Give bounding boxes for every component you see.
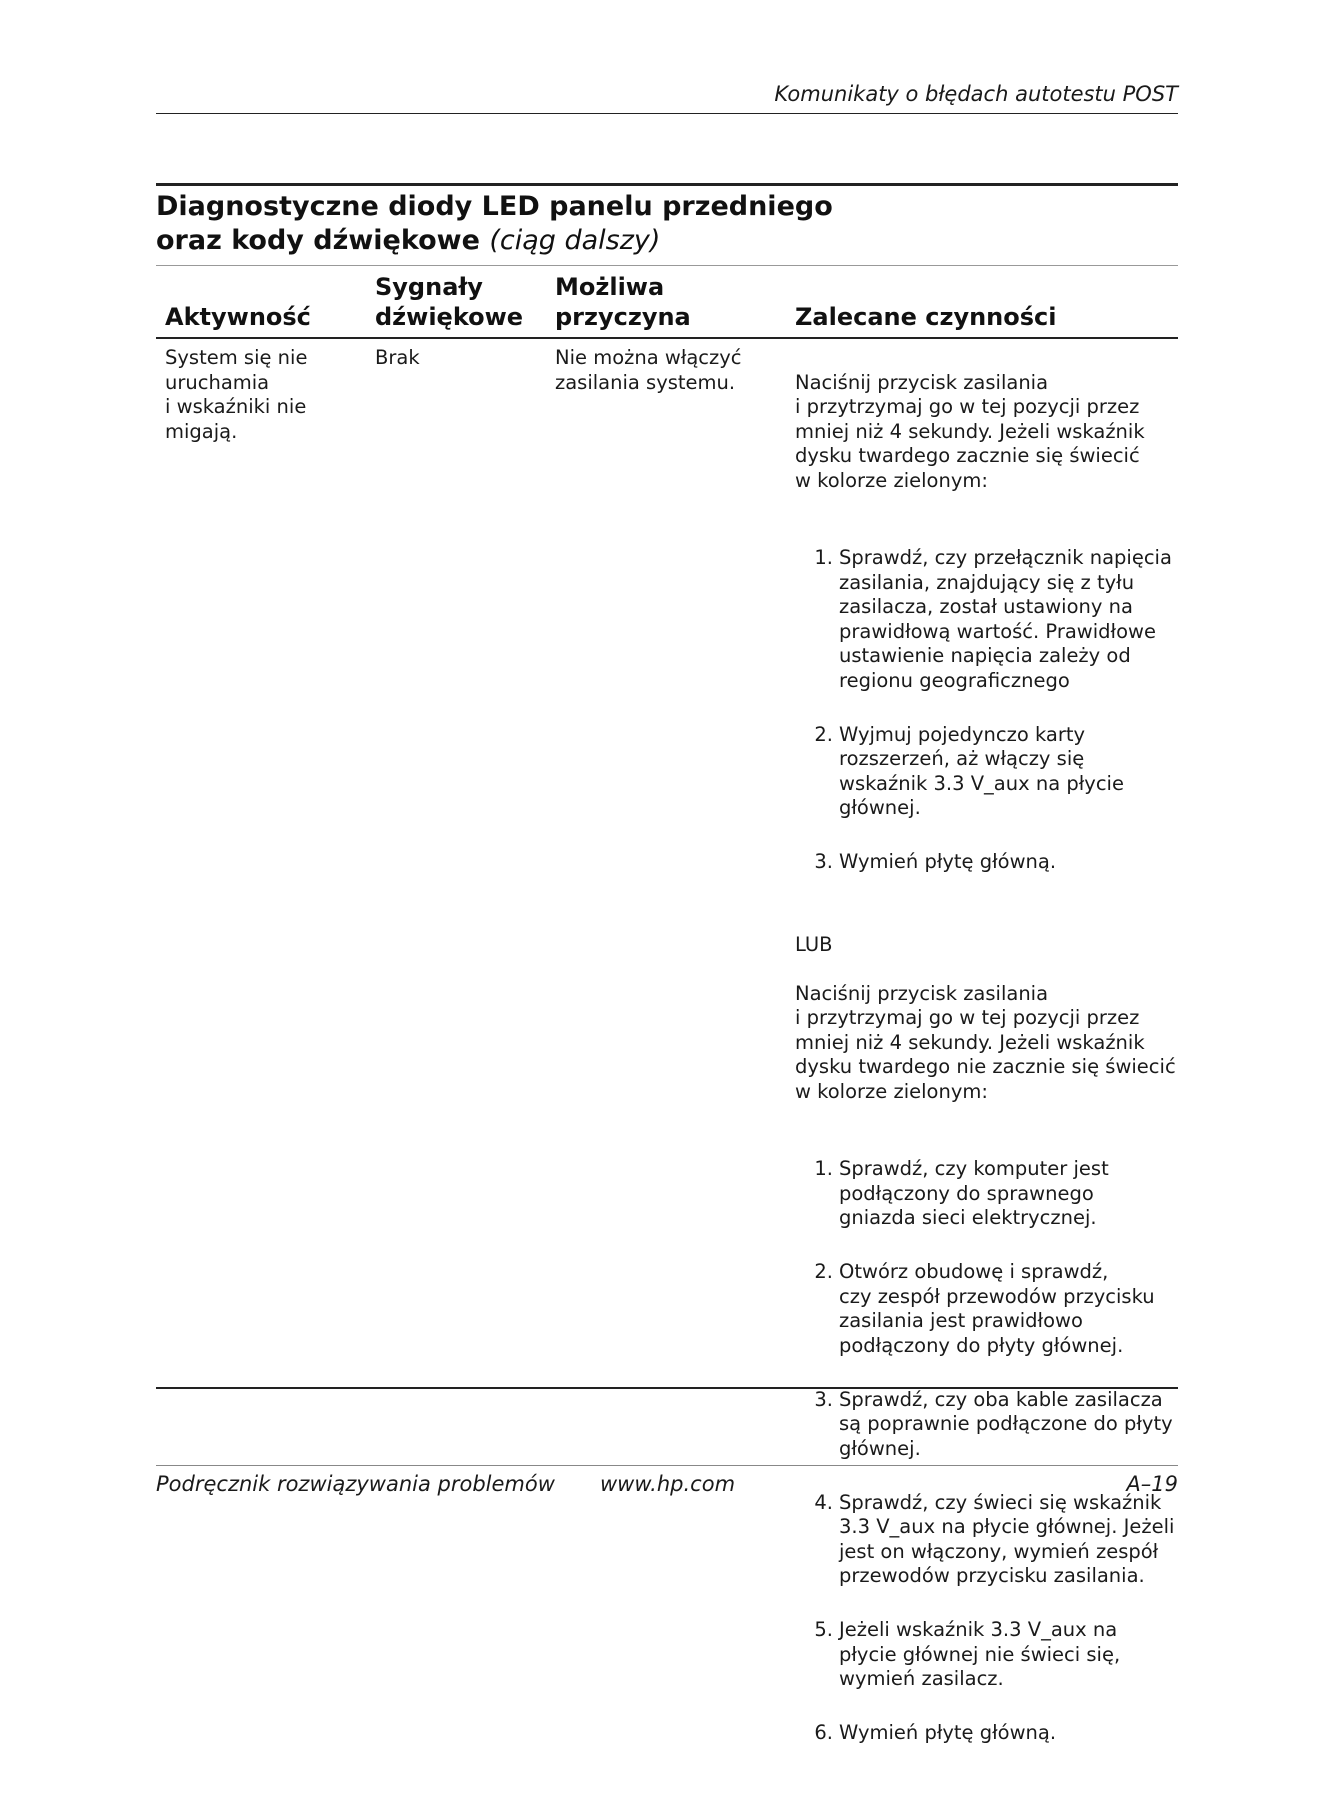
footer-url: www.hp.com — [600, 1472, 736, 1496]
list-item — [795, 1721, 1180, 1746]
list-item — [795, 723, 1180, 821]
step-text: Jeżeli wskaźnik 3.3 V_aux na płycie głównej nie świeci się, wymień zasilacz. — [839, 1618, 1121, 1690]
table-title-rule — [156, 183, 1178, 186]
actions-intro-1: Naciśnij przycisk zasilania i przytrzymaj go w tej pozycji przez mniej niż 4 sekundy. Jeżeli wskaźnik dysku twardego zacznie się świecić w kolorze zielonym: — [795, 370, 1145, 492]
footer-page-number: A–19 — [1126, 1472, 1178, 1496]
table-bottom-rule — [156, 1387, 1178, 1389]
column-header-beeps — [375, 272, 523, 332]
step-text: Sprawdź, czy przełącznik napięcia zasilania, znajdujący się z tyłu zasilacza, został ustawiony na prawidłową wartość. Prawidłowe ustawienie napięcia zależy od regionu geograficznego — [839, 546, 1172, 692]
column-header-activity — [165, 272, 311, 332]
cell-activity: System się nie uruchamia i wskaźniki nie migają. — [165, 346, 308, 443]
column-header-beeps-label: Sygnały dźwiękowe — [375, 273, 524, 331]
steps-list-1 — [795, 522, 1180, 905]
column-header-actions-label: Zalecane czynności — [795, 303, 1057, 331]
or-label: LUB — [795, 932, 833, 956]
column-header-cause — [555, 272, 691, 332]
step-number: 1. — [814, 1157, 833, 1180]
step-text: Sprawdź, czy komputer jest podłączony do sprawnego gniazda sieci elektrycznej. — [839, 1157, 1109, 1229]
table-title-line2 — [156, 224, 833, 258]
table-title-line2-text: oraz kody dźwiękowe — [156, 225, 480, 256]
steps-list-2 — [795, 1133, 1180, 1776]
cell-beeps: Brak — [375, 346, 420, 369]
column-header-bottom-rule — [156, 337, 1178, 339]
step-text: Otwórz obudowę i sprawdź, czy zespół przewodów przycisku zasilania jest prawidłowo podłączony do płyty głównej. — [839, 1260, 1155, 1357]
column-header-top-rule — [156, 265, 1178, 266]
list-item — [795, 546, 1180, 693]
step-number: 4. — [814, 1490, 833, 1514]
step-text: Wymień płytę główną. — [839, 1721, 1057, 1744]
step-text: Sprawdź, czy świeci się wskaźnik 3.3 V_aux na płycie głównej. Jeżeli jest on włączony, wymień zespół przewodów przycisku zasilania. — [839, 1490, 1175, 1587]
actions-intro-2: Naciśnij przycisk zasilania i przytrzymaj go w tej pozycji przez mniej niż 4 sekundy. Jeżeli wskaźnik dysku twardego nie zacznie się świecić w kolorze zielonym: — [795, 981, 1176, 1103]
list-item — [795, 1260, 1180, 1358]
cell-actions — [795, 346, 1180, 1804]
step-text: Wymień płytę główną. — [839, 850, 1057, 873]
list-item — [795, 850, 1180, 875]
footer-book-title: Podręcznik rozwiązywania problemów — [156, 1472, 555, 1496]
step-number: 5. — [814, 1618, 833, 1641]
table-title-line1: Diagnostyczne diody LED panelu przedniego — [156, 191, 833, 222]
column-header-activity-label: Aktywność — [165, 303, 311, 331]
list-item — [795, 1618, 1180, 1692]
step-number: 6. — [814, 1721, 833, 1744]
step-number: 3. — [814, 850, 833, 873]
footer-rule — [156, 1465, 1178, 1466]
list-item — [795, 1388, 1180, 1462]
step-text: Wyjmuj pojedynczo karty rozszerzeń, aż włączy się wskaźnik 3.3 V_aux na płycie głównej. — [839, 722, 1124, 819]
header-rule — [156, 113, 1178, 114]
table-title — [156, 190, 833, 258]
column-header-cause-label: Możliwa przyczyna — [555, 273, 691, 331]
step-number: 1. — [814, 546, 833, 569]
list-item — [795, 1491, 1180, 1589]
list-item — [795, 1157, 1180, 1231]
step-number: 2. — [814, 722, 833, 746]
running-header: Komunikaty o błędach autotestu POST — [774, 82, 1178, 106]
step-number: 3. — [814, 1387, 833, 1411]
table-title-continued: (ciąg dalszy) — [489, 225, 661, 256]
cell-cause: Nie można włączyć zasilania systemu. — [555, 346, 742, 394]
column-header-actions — [795, 272, 1056, 332]
step-number: 2. — [814, 1260, 833, 1283]
step-text: Sprawdź, czy oba kable zasilacza są poprawnie podłączone do płyty głównej. — [839, 1387, 1173, 1460]
